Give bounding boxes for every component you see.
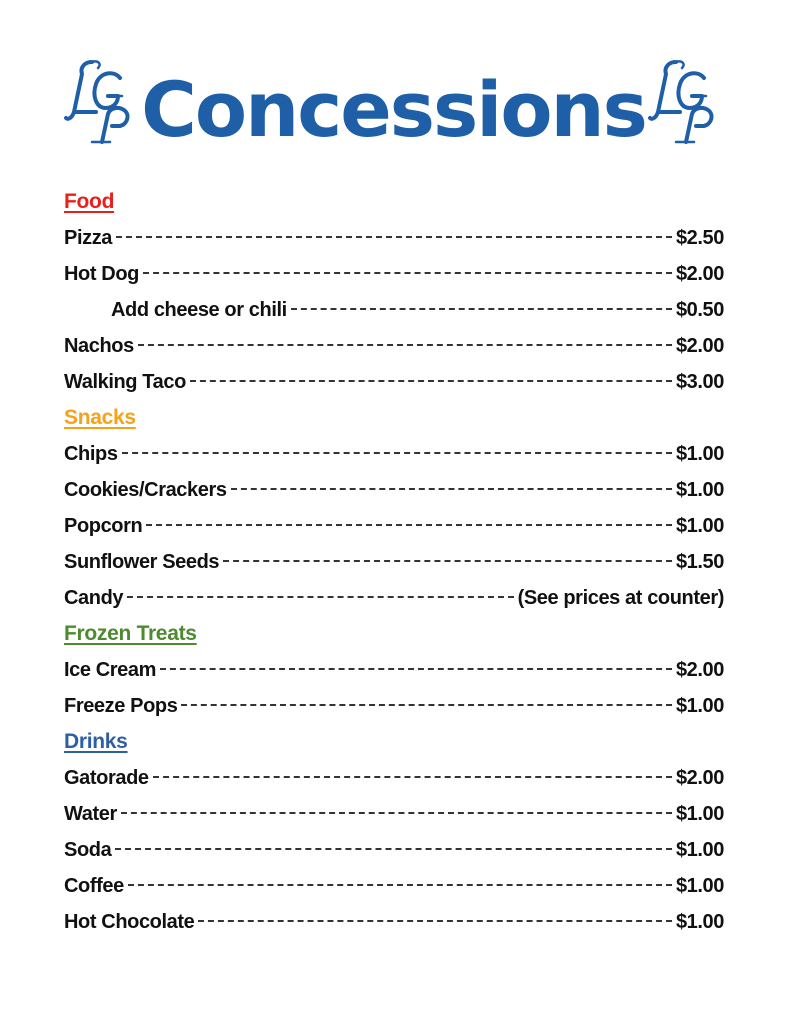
menu-item-price: $1.00 xyxy=(675,875,724,897)
menu-item-name: Sunflower Seeds xyxy=(64,551,220,573)
menu-item xyxy=(64,580,724,616)
menu-item-name: Cookies/Crackers xyxy=(64,479,227,501)
menu-item-price: $1.00 xyxy=(675,839,724,861)
dotted-leader xyxy=(223,560,672,562)
lgp-monogram-icon xyxy=(646,56,724,148)
menu-item xyxy=(64,472,724,508)
dotted-leader xyxy=(127,596,513,598)
dotted-leader xyxy=(146,524,672,526)
menu-item xyxy=(64,508,724,544)
dotted-leader xyxy=(160,668,672,670)
menu-item xyxy=(64,544,724,580)
page-title: Concessions xyxy=(141,65,646,154)
menu-item xyxy=(64,760,724,796)
menu-item-name: Chips xyxy=(64,443,118,465)
menu-item-name: Hot Dog xyxy=(64,263,139,285)
section-heading: Frozen Treats xyxy=(64,622,197,645)
menu-item-price: $2.00 xyxy=(675,335,724,357)
menu-item-name: Water xyxy=(64,803,117,825)
dotted-leader xyxy=(128,884,672,886)
section-heading: Drinks xyxy=(64,730,128,753)
section-heading: Snacks xyxy=(64,406,136,429)
menu-item-name: Candy xyxy=(64,587,124,609)
dotted-leader xyxy=(143,272,672,274)
menu-item xyxy=(64,328,724,364)
lgp-logo-left xyxy=(62,56,140,148)
menu-item-name: Coffee xyxy=(64,875,124,897)
dotted-leader xyxy=(121,812,672,814)
menu-item-price: $1.00 xyxy=(675,803,724,825)
menu-item xyxy=(64,904,724,940)
menu-item xyxy=(64,652,724,688)
menu-item-price: $2.00 xyxy=(675,263,724,285)
menu-item-name: Hot Chocolate xyxy=(64,911,195,933)
dotted-leader xyxy=(138,344,672,346)
menu-item-name: Soda xyxy=(64,839,112,861)
menu-item xyxy=(64,796,724,832)
menu-item-price: $2.00 xyxy=(675,767,724,789)
section-heading: Food xyxy=(64,190,115,213)
dotted-leader xyxy=(181,704,672,706)
menu-item-price: $3.00 xyxy=(675,371,724,393)
menu-item-name: Pizza xyxy=(64,227,113,249)
lgp-logo-right xyxy=(646,56,724,148)
menu-item-price: $0.50 xyxy=(675,299,724,321)
menu-item-price: $1.00 xyxy=(675,515,724,537)
dotted-leader xyxy=(153,776,672,778)
dotted-leader xyxy=(231,488,672,490)
dotted-leader xyxy=(122,452,672,454)
menu-item-price: $1.00 xyxy=(675,695,724,717)
menu-item xyxy=(64,688,724,724)
dotted-leader xyxy=(190,380,672,382)
menu-item xyxy=(64,220,724,256)
menu-item xyxy=(64,292,724,328)
menu-item-name: Add cheese or chili xyxy=(111,299,287,321)
menu-item-name: Nachos xyxy=(64,335,134,357)
menu-item xyxy=(64,364,724,400)
dotted-leader xyxy=(116,236,672,238)
dotted-leader xyxy=(115,848,672,850)
menu-item-name: Gatorade xyxy=(64,767,149,789)
menu-item-name: Popcorn xyxy=(64,515,143,537)
menu-item-price: $2.00 xyxy=(675,659,724,681)
dotted-leader xyxy=(198,920,672,922)
menu-item-name: Walking Taco xyxy=(64,371,186,393)
menu-item-name: Freeze Pops xyxy=(64,695,178,717)
menu-item-price: $1.00 xyxy=(675,443,724,465)
menu-item xyxy=(64,832,724,868)
menu-item-price: $1.00 xyxy=(675,479,724,501)
menu-item-price: (See prices at counter) xyxy=(517,587,724,609)
menu-item-price: $1.00 xyxy=(675,911,724,933)
menu-item xyxy=(64,256,724,292)
dotted-leader xyxy=(291,308,672,310)
lgp-monogram-icon xyxy=(62,56,140,148)
menu-item-price: $2.50 xyxy=(675,227,724,249)
menu-item xyxy=(64,868,724,904)
header xyxy=(0,52,787,162)
menu-item xyxy=(64,436,724,472)
menu-item-price: $1.50 xyxy=(675,551,724,573)
menu-item-name: Ice Cream xyxy=(64,659,157,681)
menu-list xyxy=(64,184,724,940)
